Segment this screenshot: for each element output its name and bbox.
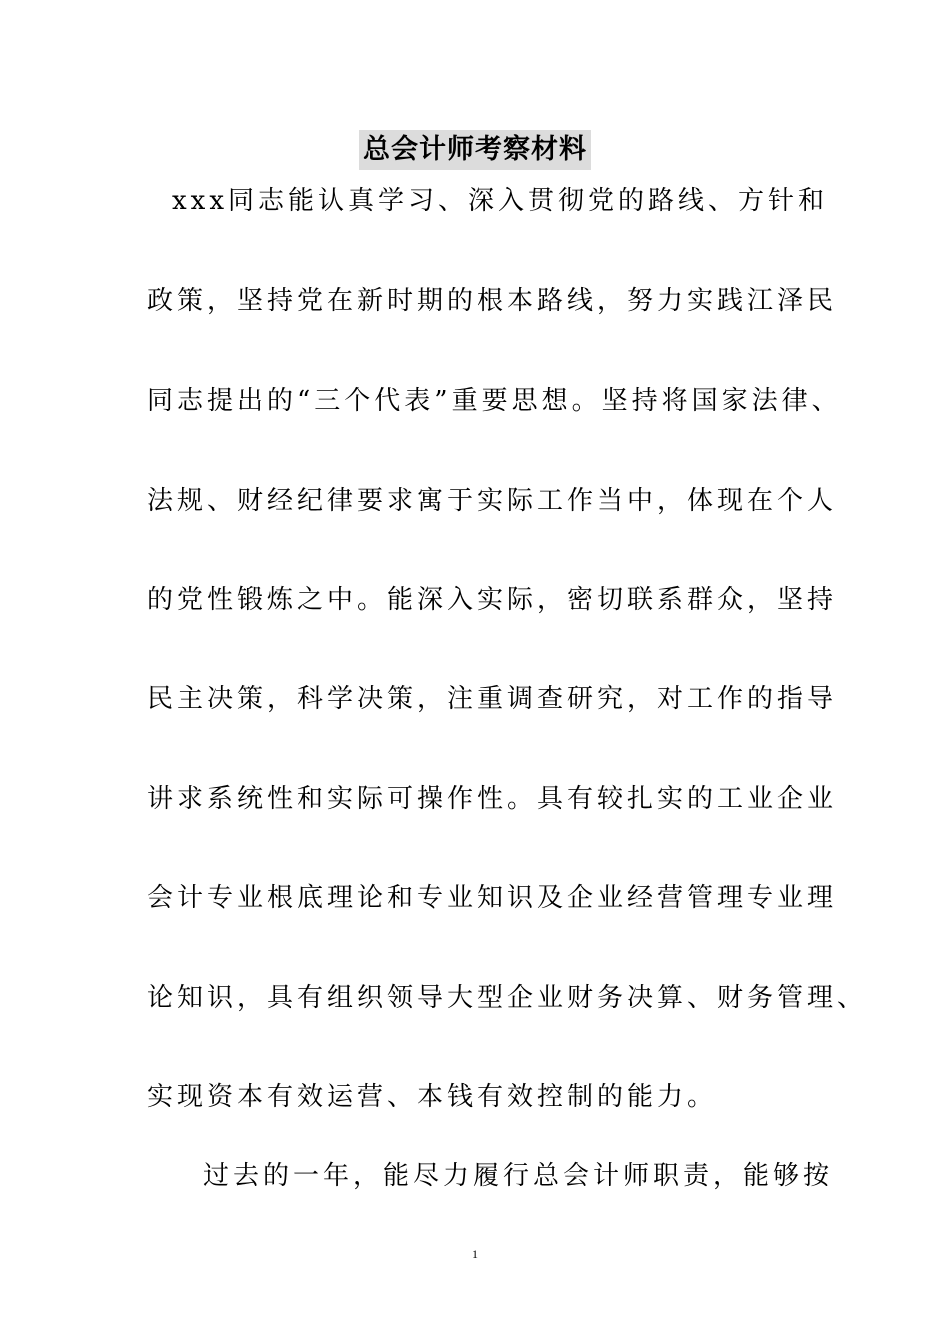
paragraph-line: 政策，坚持党在新时期的根本路线，努力实践江泽民	[147, 286, 838, 316]
paragraph-line: xxx同志能认真学习、深入贯彻党的路线、方针和	[172, 186, 828, 216]
document-title: 总会计师考察材料	[359, 130, 591, 170]
paragraph-line: 的党性锻炼之中。能深入实际，密切联系群众，坚持	[147, 585, 838, 615]
paragraph-line: 会计专业根底理论和专业知识及企业经营管理专业理	[147, 883, 838, 913]
paragraph-line: 过去的一年，能尽力履行总会计师职责，能够按	[203, 1161, 834, 1191]
title-container	[0, 130, 950, 170]
paragraph-line: 论知识，具有组织领导大型企业财务决算、财务管理、	[147, 983, 868, 1013]
paragraph-line: 民主决策，科学决策，注重调查研究，对工作的指导	[147, 684, 838, 714]
paragraph-line: 同志提出的“三个代表”重要思想。坚持将国家法律、	[147, 386, 842, 416]
paragraph-line: 实现资本有效运营、本钱有效控制的能力。	[147, 1082, 718, 1112]
paragraph-line: 讲求系统性和实际可操作性。具有较扎实的工业企业	[147, 784, 838, 814]
page-number: 1	[472, 1247, 478, 1261]
paragraph-line: 法规、财经纪律要求寓于实际工作当中，体现在个人	[147, 486, 838, 516]
